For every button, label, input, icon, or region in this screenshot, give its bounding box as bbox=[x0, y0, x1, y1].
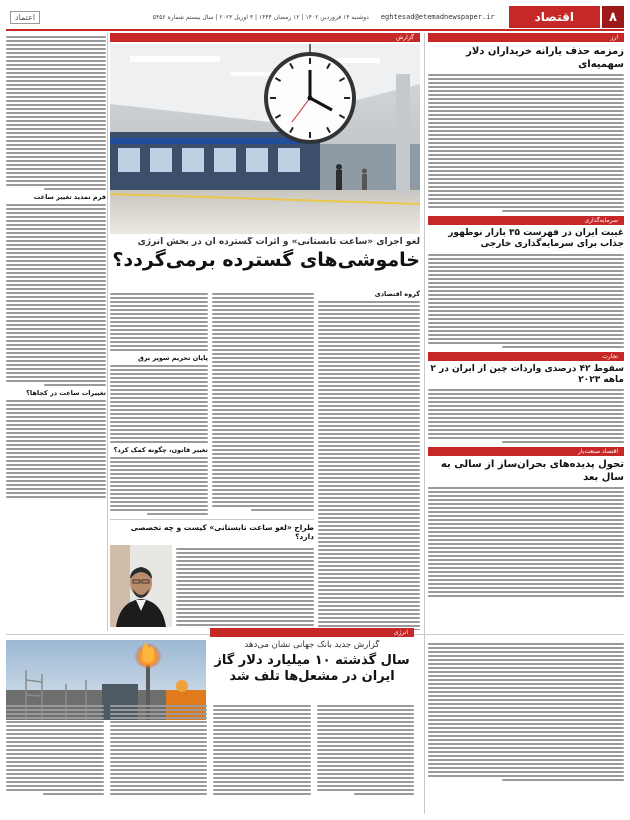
tag-trade: تجارت bbox=[596, 352, 624, 361]
bottom-body-col-2 bbox=[213, 703, 311, 797]
main-body-col-right bbox=[318, 290, 420, 630]
website-address: eghtesad@etemadnewspaper.ir bbox=[380, 13, 495, 21]
main-kicker: لغو اجرای «ساعت تابستانی» و اثرات گسترده آن در بخش انرژی bbox=[137, 237, 420, 247]
page-number: ۸ bbox=[602, 6, 624, 28]
story3-body bbox=[428, 389, 624, 443]
tag-investment: سرمایه‌گذاری bbox=[578, 216, 624, 225]
main-story-tag-row bbox=[110, 33, 420, 42]
bottom-story-tag-row bbox=[210, 628, 414, 637]
metro-station-photo bbox=[110, 44, 420, 234]
main-headline: خاموشی‌های گسترده برمی‌گردد؟ bbox=[112, 249, 420, 271]
story4-headline: تحول پدیده‌های بحران‌ساز از سالی به سال بعد bbox=[440, 459, 624, 483]
tag-bar-currency bbox=[428, 33, 624, 42]
bottom-headline: سال گذشته ۱۰ میلیارد دلار گاز ایران در مشعل‌ها تلف شد bbox=[214, 653, 410, 685]
byline: گروه اقتصادی bbox=[374, 290, 420, 298]
bottom-headline-block bbox=[210, 640, 414, 700]
story2-headline: غیبت ایران در فهرست ۳۵ بازار نوظهور جذاب برای سرمایه‌گذاری خارجی bbox=[448, 228, 624, 250]
left-inner-heading-2: تغییرات ساعت در کجاها؟ bbox=[26, 389, 106, 398]
inner-heading-1: پایان تحریم سوپر برق bbox=[137, 354, 208, 362]
story1-headline: زمزمه حذف یارانه خریداران دلار سهمیه‌ای bbox=[466, 46, 624, 70]
tag-bar-investment bbox=[428, 216, 624, 225]
tag-energy: انرژی bbox=[388, 628, 414, 637]
header-rule bbox=[6, 29, 624, 31]
dateline: دوشنبه ۱۴ فروردین ۱۴۰۲ | ۱۲ رمضان ۱۴۴۴ | ۳ آوریل ۲۰۲۳ | سال بیستم شماره ۵۴۵۶ bbox=[152, 13, 369, 21]
bottom-body-col-3 bbox=[110, 703, 208, 797]
right-bottom-column bbox=[428, 640, 624, 814]
bottom-body bbox=[6, 700, 414, 814]
story2-body bbox=[428, 254, 624, 348]
story3-headline: سقوط ۴۲ درصدی واردات چین از ایران در ۲ ماهه ۲۰۲۳ bbox=[430, 363, 624, 385]
main-headline-block bbox=[110, 237, 420, 287]
interview-title: طراح «لغو ساعت تابستانی» کیست و چه تخصصی دارد؟ bbox=[130, 523, 314, 542]
tag-currency: ارز bbox=[605, 33, 624, 42]
bottom-body-col-1 bbox=[317, 703, 415, 797]
interview-box bbox=[110, 519, 314, 631]
left-inner-heading-1: فرم تمدید تغییر ساعت bbox=[33, 193, 106, 201]
tag-bar-trade bbox=[428, 352, 624, 361]
bottom-column-divider bbox=[424, 640, 425, 814]
newspaper-logo: اعتماد bbox=[10, 11, 40, 24]
main-body-col-middle bbox=[212, 290, 314, 516]
bottom-kicker: گزارش جدید بانک جهانی نشان می‌دهد bbox=[244, 640, 380, 650]
masthead bbox=[6, 6, 624, 28]
left-column bbox=[6, 33, 106, 631]
story1-body bbox=[428, 74, 624, 212]
portrait-photo bbox=[110, 545, 172, 627]
inner-heading-2: تغییر قانون، چگونه کمک کرد؟ bbox=[113, 446, 208, 455]
tag-industry: اقتصاد صنعت‌یار bbox=[572, 447, 624, 456]
section-title: اقتصاد bbox=[509, 6, 600, 28]
left-divider bbox=[107, 33, 108, 631]
tag-report: گزارش bbox=[390, 33, 420, 42]
tag-bar-industry bbox=[428, 447, 624, 456]
right-column bbox=[428, 33, 624, 643]
column-divider bbox=[424, 33, 425, 640]
bottom-body-col-4 bbox=[6, 703, 104, 797]
story4-body bbox=[428, 487, 624, 597]
main-body-col-left bbox=[110, 290, 208, 516]
